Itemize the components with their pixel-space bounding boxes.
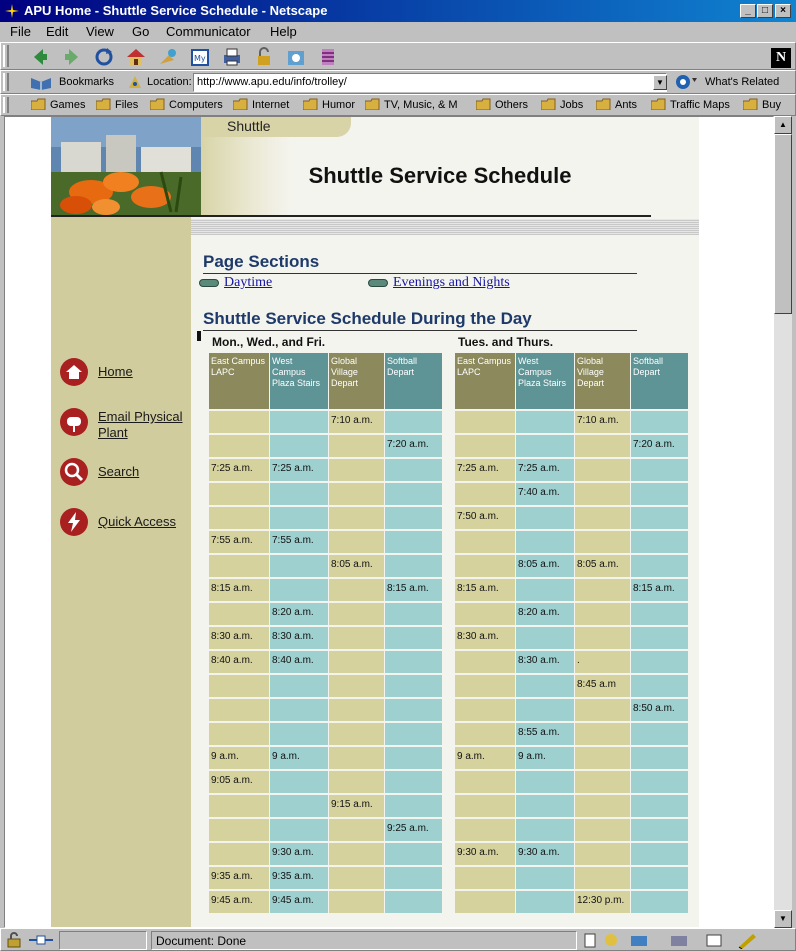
section-tab: Shuttle bbox=[201, 117, 351, 137]
column-header: Softball Depart bbox=[631, 353, 688, 409]
bookmark-folder-internet[interactable] bbox=[233, 98, 289, 111]
schedule-cell: 7:10 a.m. bbox=[575, 411, 630, 433]
status-bar bbox=[0, 928, 796, 951]
schedule-cell: 7:50 a.m. bbox=[455, 507, 515, 529]
schedule-cell bbox=[385, 747, 442, 769]
schedule-cell bbox=[329, 843, 384, 865]
column-header: East Campus LAPC bbox=[209, 353, 269, 409]
whats-related-label[interactable]: What's Related bbox=[705, 76, 780, 88]
maximize-button[interactable]: □ bbox=[757, 4, 773, 18]
schedule-cell bbox=[329, 483, 384, 505]
schedule-cell bbox=[631, 651, 688, 673]
schedule-cell bbox=[516, 771, 574, 793]
schedule-cell: 9:25 a.m. bbox=[385, 819, 442, 841]
navigation-toolbar bbox=[0, 42, 796, 70]
lightning-icon bbox=[59, 507, 89, 537]
schedule-cell: 9 a.m. bbox=[455, 747, 515, 769]
bookmark-label: TV, Music, & M bbox=[384, 99, 458, 111]
schedule-cell bbox=[575, 435, 630, 457]
netscape-n-logo: N bbox=[771, 48, 791, 68]
bookmarks-icon[interactable] bbox=[29, 74, 57, 90]
schedule-cell bbox=[329, 459, 384, 481]
close-button[interactable]: × bbox=[775, 4, 791, 18]
connection-icon bbox=[27, 932, 55, 948]
reload-icon[interactable] bbox=[93, 46, 115, 68]
schedule-cell bbox=[209, 843, 269, 865]
bookmark-label: Buy bbox=[762, 99, 781, 111]
flowers-campus-photo bbox=[51, 117, 201, 217]
schedule-cell bbox=[631, 747, 688, 769]
schedule-cell bbox=[209, 699, 269, 721]
schedule-cell bbox=[385, 675, 442, 697]
page-sections-heading: Page Sections bbox=[203, 251, 637, 274]
schedule-cell bbox=[385, 723, 442, 745]
schedule-cell bbox=[385, 411, 442, 433]
home-icon bbox=[59, 357, 89, 387]
schedule-cell: 8:55 a.m. bbox=[516, 723, 574, 745]
schedule-cell: 8:15 a.m. bbox=[455, 579, 515, 601]
schedule-cell: 8:50 a.m. bbox=[631, 699, 688, 721]
schedule-cell bbox=[329, 723, 384, 745]
schedule-cell: 7:55 a.m. bbox=[270, 531, 328, 553]
schedule-cell bbox=[455, 867, 515, 889]
schedule-cell: 9 a.m. bbox=[209, 747, 269, 769]
schedule-cell bbox=[329, 675, 384, 697]
bookmark-folder-ants[interactable] bbox=[596, 98, 637, 111]
daytime-link[interactable]: Daytime bbox=[224, 275, 273, 290]
bookmark-label: Games bbox=[50, 99, 86, 111]
mwf-label: Mon., Wed., and Fri. bbox=[212, 335, 326, 349]
schedule-cell bbox=[575, 795, 630, 817]
schedule-cell bbox=[385, 699, 442, 721]
schedule-cell bbox=[631, 867, 688, 889]
shop-icon[interactable] bbox=[285, 46, 307, 68]
scroll-down-button[interactable]: ▼ bbox=[774, 910, 792, 928]
folder-icon bbox=[596, 98, 611, 110]
schedule-cell: 7:55 a.m. bbox=[209, 531, 269, 553]
schedule-cell bbox=[329, 819, 384, 841]
schedule-cell bbox=[329, 627, 384, 649]
vertical-scrollbar[interactable] bbox=[774, 116, 792, 928]
schedule-cell: 7:40 a.m. bbox=[516, 483, 574, 505]
schedule-cell: 8:15 a.m. bbox=[209, 579, 269, 601]
stop-icon[interactable] bbox=[317, 46, 339, 68]
schedule-cell bbox=[516, 795, 574, 817]
schedule-cell bbox=[631, 507, 688, 529]
scroll-up-button[interactable]: ▲ bbox=[774, 116, 792, 134]
schedule-cell bbox=[516, 699, 574, 721]
schedule-cell bbox=[516, 819, 574, 841]
schedule-cell bbox=[575, 579, 630, 601]
svg-text:My: My bbox=[194, 54, 206, 63]
schedule-cell bbox=[329, 771, 384, 793]
schedule-cell bbox=[575, 771, 630, 793]
my-netscape-icon[interactable] bbox=[189, 46, 211, 68]
schedule-cell bbox=[385, 867, 442, 889]
schedule-cell bbox=[631, 555, 688, 577]
sidebar-link-search[interactable]: Search bbox=[98, 464, 140, 479]
schedule-cell: 8:05 a.m. bbox=[575, 555, 630, 577]
schedule-cell: 8:20 a.m. bbox=[516, 603, 574, 625]
schedule-cell bbox=[209, 795, 269, 817]
schedule-cell bbox=[329, 699, 384, 721]
schedule-cell: 9:45 a.m. bbox=[209, 891, 269, 913]
schedule-cell: 8:30 a.m. bbox=[270, 627, 328, 649]
schedule-cell bbox=[455, 723, 515, 745]
web-page bbox=[51, 117, 699, 928]
schedule-cell bbox=[516, 579, 574, 601]
schedule-cell bbox=[575, 723, 630, 745]
schedule-cell: 8:15 a.m. bbox=[385, 579, 442, 601]
folder-icon bbox=[150, 98, 165, 110]
schedule-cell: 7:10 a.m. bbox=[329, 411, 384, 433]
bookmark-folder-others[interactable] bbox=[476, 98, 528, 111]
folder-icon bbox=[365, 98, 380, 110]
hatched-band bbox=[191, 219, 699, 235]
personal-toolbar bbox=[0, 94, 796, 116]
schedule-cell: 9:30 a.m. bbox=[516, 843, 574, 865]
location-icon bbox=[127, 74, 143, 90]
schedule-cell bbox=[385, 651, 442, 673]
schedule-cell: 7:25 a.m. bbox=[270, 459, 328, 481]
status-text: Document: Done bbox=[151, 931, 577, 950]
schedule-cell bbox=[575, 483, 630, 505]
schedule-cell bbox=[329, 507, 384, 529]
sidebar-nav bbox=[51, 217, 191, 928]
folder-icon bbox=[303, 98, 318, 110]
schedule-cell bbox=[455, 603, 515, 625]
schedule-cell bbox=[516, 531, 574, 553]
schedule-cell: 8:45 a.m bbox=[575, 675, 630, 697]
schedule-cell bbox=[516, 627, 574, 649]
location-label: Location: bbox=[147, 76, 192, 88]
toolbar-grip[interactable] bbox=[3, 45, 9, 67]
schedule-cell: 8:20 a.m. bbox=[270, 603, 328, 625]
schedule-cell bbox=[455, 531, 515, 553]
schedule-cell bbox=[209, 819, 269, 841]
schedule-cell bbox=[631, 843, 688, 865]
schedule-cell bbox=[455, 651, 515, 673]
schedule-cell bbox=[631, 891, 688, 913]
toolbar-grip[interactable] bbox=[3, 73, 9, 91]
bullet-pill-icon bbox=[368, 279, 388, 287]
schedule-cell bbox=[455, 435, 515, 457]
search-toolbar-icon[interactable] bbox=[157, 46, 179, 68]
sidebar-link-home[interactable]: Home bbox=[98, 364, 133, 379]
schedule-cell bbox=[209, 435, 269, 457]
menu-communicator[interactable]: Communicator bbox=[166, 24, 251, 39]
minimize-button[interactable]: _ bbox=[740, 4, 756, 18]
schedule-cell bbox=[385, 483, 442, 505]
bookmark-label: Files bbox=[115, 99, 139, 111]
sidebar-link-quick-access[interactable]: Quick Access bbox=[98, 514, 177, 529]
bookmarks-label[interactable]: Bookmarks bbox=[59, 76, 115, 88]
folder-icon bbox=[541, 98, 556, 110]
schedule-cell: 12:30 p.m. bbox=[575, 891, 630, 913]
url-dropdown-button[interactable]: ▼ bbox=[653, 75, 667, 90]
schedule-cell bbox=[455, 819, 515, 841]
schedule-cell bbox=[385, 507, 442, 529]
schedule-cell bbox=[329, 747, 384, 769]
schedule-cell bbox=[631, 795, 688, 817]
bookmark-label: Jobs bbox=[560, 99, 584, 111]
schedule-cell: 9:35 a.m. bbox=[209, 867, 269, 889]
schedule-cell bbox=[209, 675, 269, 697]
schedule-cell bbox=[455, 891, 515, 913]
component-bar-icons[interactable] bbox=[583, 932, 733, 949]
tth-label: Tues. and Thurs. bbox=[458, 335, 554, 349]
schedule-cell bbox=[516, 891, 574, 913]
anchor-marker bbox=[197, 331, 201, 341]
column-header: Softball Depart bbox=[385, 353, 442, 409]
schedule-cell bbox=[329, 435, 384, 457]
toolbar-grip[interactable] bbox=[3, 97, 9, 113]
bookmark-folder-jobs[interactable] bbox=[541, 98, 583, 111]
schedule-cell: 9:45 a.m. bbox=[270, 891, 328, 913]
schedule-cell bbox=[631, 819, 688, 841]
bookmark-folder-traffic-maps[interactable] bbox=[651, 98, 730, 111]
schedule-cell: 8:15 a.m. bbox=[631, 579, 688, 601]
schedule-cell bbox=[385, 843, 442, 865]
schedule-cell bbox=[270, 435, 328, 457]
schedule-cell bbox=[270, 483, 328, 505]
schedule-cell bbox=[385, 771, 442, 793]
folder-icon bbox=[743, 98, 758, 110]
schedule-cell bbox=[270, 675, 328, 697]
schedule-cell bbox=[631, 531, 688, 553]
folder-icon bbox=[233, 98, 248, 110]
location-toolbar bbox=[0, 70, 796, 94]
bookmark-folder-buy[interactable] bbox=[743, 98, 781, 111]
schedule-cell: 9:30 a.m. bbox=[270, 843, 328, 865]
schedule-cell bbox=[575, 507, 630, 529]
column-header: Global Village Depart bbox=[575, 353, 630, 409]
menu-go[interactable]: Go bbox=[132, 24, 150, 39]
bookmark-folder-humor[interactable] bbox=[303, 98, 355, 111]
schedule-cell bbox=[385, 795, 442, 817]
schedule-cell bbox=[209, 483, 269, 505]
folder-icon bbox=[476, 98, 491, 110]
schedule-cell bbox=[385, 555, 442, 577]
schedule-cell: 9:35 a.m. bbox=[270, 867, 328, 889]
schedule-cell: 7:20 a.m. bbox=[385, 435, 442, 457]
schedule-cell bbox=[329, 579, 384, 601]
back-icon[interactable] bbox=[29, 46, 51, 68]
column-header: West Campus Plaza Stairs bbox=[516, 353, 574, 409]
bookmark-label: Internet bbox=[252, 99, 290, 111]
bookmark-label: Computers bbox=[169, 99, 223, 111]
schedule-cell bbox=[631, 459, 688, 481]
schedule-cell: 7:25 a.m. bbox=[516, 459, 574, 481]
schedule-cell bbox=[631, 411, 688, 433]
schedule-cell: 7:25 a.m. bbox=[455, 459, 515, 481]
schedule-cell bbox=[575, 531, 630, 553]
schedule-cell bbox=[631, 603, 688, 625]
bookmark-label: Traffic Maps bbox=[670, 99, 730, 111]
bookmark-label: Others bbox=[495, 99, 529, 111]
schedule-cell: 8:40 a.m. bbox=[209, 651, 269, 673]
bookmark-label: Humor bbox=[322, 99, 356, 111]
schedule-cell: 9:15 a.m. bbox=[329, 795, 384, 817]
schedule-cell bbox=[329, 651, 384, 673]
menu-edit[interactable]: Edit bbox=[46, 24, 69, 39]
folder-icon bbox=[31, 98, 46, 110]
schedule-cell bbox=[631, 771, 688, 793]
schedule-cell bbox=[455, 675, 515, 697]
schedule-cell bbox=[270, 819, 328, 841]
schedule-cell: 7:25 a.m. bbox=[209, 459, 269, 481]
column-header: East Campus LAPC bbox=[455, 353, 515, 409]
schedule-cell bbox=[631, 483, 688, 505]
schedule-cell: 8:05 a.m. bbox=[329, 555, 384, 577]
page-title: Shuttle Service Schedule bbox=[308, 163, 572, 188]
schedule-cell: 9:30 a.m. bbox=[455, 843, 515, 865]
search-icon bbox=[59, 457, 89, 487]
progress-bar bbox=[59, 931, 147, 950]
schedule-cell: 9 a.m. bbox=[270, 747, 328, 769]
schedule-cell bbox=[209, 555, 269, 577]
schedule-cell bbox=[516, 867, 574, 889]
composer-icon[interactable] bbox=[737, 932, 759, 949]
scroll-thumb[interactable] bbox=[774, 134, 792, 314]
schedule-cell bbox=[209, 507, 269, 529]
schedule-cell: . bbox=[575, 651, 630, 673]
schedule-cell bbox=[209, 411, 269, 433]
menu-file[interactable]: File bbox=[10, 24, 31, 39]
bullet-pill-icon bbox=[199, 279, 219, 287]
schedule-cell bbox=[385, 459, 442, 481]
schedule-cell: 8:40 a.m. bbox=[270, 651, 328, 673]
schedule-cell: 8:30 a.m. bbox=[209, 627, 269, 649]
schedule-cell: 8:30 a.m. bbox=[455, 627, 515, 649]
schedule-cell bbox=[329, 891, 384, 913]
schedule-cell bbox=[575, 819, 630, 841]
title-bar[interactable] bbox=[0, 0, 796, 22]
netscape-app-icon bbox=[4, 3, 20, 19]
bookmark-folder-files[interactable] bbox=[96, 98, 138, 111]
schedule-cell bbox=[575, 867, 630, 889]
schedule-cell: 8:30 a.m. bbox=[516, 651, 574, 673]
schedule-cell bbox=[209, 603, 269, 625]
schedule-cell bbox=[575, 459, 630, 481]
schedule-cell bbox=[329, 531, 384, 553]
schedule-cell bbox=[455, 411, 515, 433]
schedule-cell bbox=[270, 723, 328, 745]
schedule-cell bbox=[516, 435, 574, 457]
security-icon[interactable] bbox=[253, 46, 275, 68]
print-icon[interactable] bbox=[221, 46, 243, 68]
schedule-cell bbox=[270, 555, 328, 577]
schedule-cell: 7:20 a.m. bbox=[631, 435, 688, 457]
menu-view[interactable]: View bbox=[86, 24, 114, 39]
schedule-cell bbox=[385, 603, 442, 625]
schedule-cell bbox=[385, 531, 442, 553]
schedule-cell bbox=[575, 747, 630, 769]
schedule-cell bbox=[329, 867, 384, 889]
schedule-cell bbox=[270, 579, 328, 601]
window-title: APU Home - Shuttle Service Schedule - Netscape bbox=[24, 3, 328, 18]
schedule-cell bbox=[516, 675, 574, 697]
url-input[interactable]: http://www.apu.edu/info/trolley/ bbox=[193, 73, 667, 92]
bookmark-folder-computers[interactable] bbox=[150, 98, 223, 111]
schedule-cell bbox=[270, 699, 328, 721]
schedule-cell bbox=[270, 507, 328, 529]
bookmark-folder-tv-music[interactable] bbox=[365, 98, 458, 111]
schedule-cell bbox=[385, 627, 442, 649]
schedule-cell: 9 a.m. bbox=[516, 747, 574, 769]
folder-icon bbox=[651, 98, 666, 110]
schedule-cell bbox=[631, 723, 688, 745]
column-header: Global Village Depart bbox=[329, 353, 384, 409]
day-schedule-heading: Shuttle Service Schedule During the Day bbox=[203, 308, 637, 331]
forward-icon[interactable] bbox=[61, 46, 83, 68]
schedule-cell bbox=[455, 771, 515, 793]
schedule-cell bbox=[209, 723, 269, 745]
menu-help[interactable]: Help bbox=[270, 24, 297, 39]
schedule-cell bbox=[385, 891, 442, 913]
schedule-cell bbox=[516, 507, 574, 529]
folder-icon bbox=[96, 98, 111, 110]
bookmark-label: Ants bbox=[615, 99, 638, 111]
schedule-cell bbox=[270, 411, 328, 433]
schedule-cell: 9:05 a.m. bbox=[209, 771, 269, 793]
schedule-cell bbox=[270, 771, 328, 793]
column-header: West Campus Plaza Stairs bbox=[270, 353, 328, 409]
schedule-cell bbox=[575, 627, 630, 649]
evenings-nights-link[interactable]: Evenings and Nights bbox=[393, 275, 510, 290]
schedule-cell bbox=[270, 795, 328, 817]
sidebar-link-email[interactable]: Email Physical Plant bbox=[98, 409, 183, 440]
menu-bar bbox=[0, 22, 796, 42]
home-toolbar-icon[interactable] bbox=[125, 46, 147, 68]
schedule-cell bbox=[631, 627, 688, 649]
mailbox-icon bbox=[59, 407, 89, 437]
security-lock-icon[interactable] bbox=[5, 932, 25, 948]
schedule-cell bbox=[575, 603, 630, 625]
schedule-cell bbox=[455, 483, 515, 505]
schedule-cell bbox=[575, 699, 630, 721]
bookmark-folder-games[interactable] bbox=[31, 98, 85, 111]
schedule-cell bbox=[329, 603, 384, 625]
schedule-cell bbox=[516, 411, 574, 433]
schedule-cell bbox=[455, 555, 515, 577]
page-viewport[interactable] bbox=[4, 116, 774, 928]
schedule-cell bbox=[455, 795, 515, 817]
schedule-cell bbox=[455, 699, 515, 721]
schedule-cell bbox=[631, 675, 688, 697]
schedule-cell: 8:05 a.m. bbox=[516, 555, 574, 577]
schedule-cell bbox=[575, 843, 630, 865]
whats-related-icon[interactable] bbox=[675, 74, 701, 90]
